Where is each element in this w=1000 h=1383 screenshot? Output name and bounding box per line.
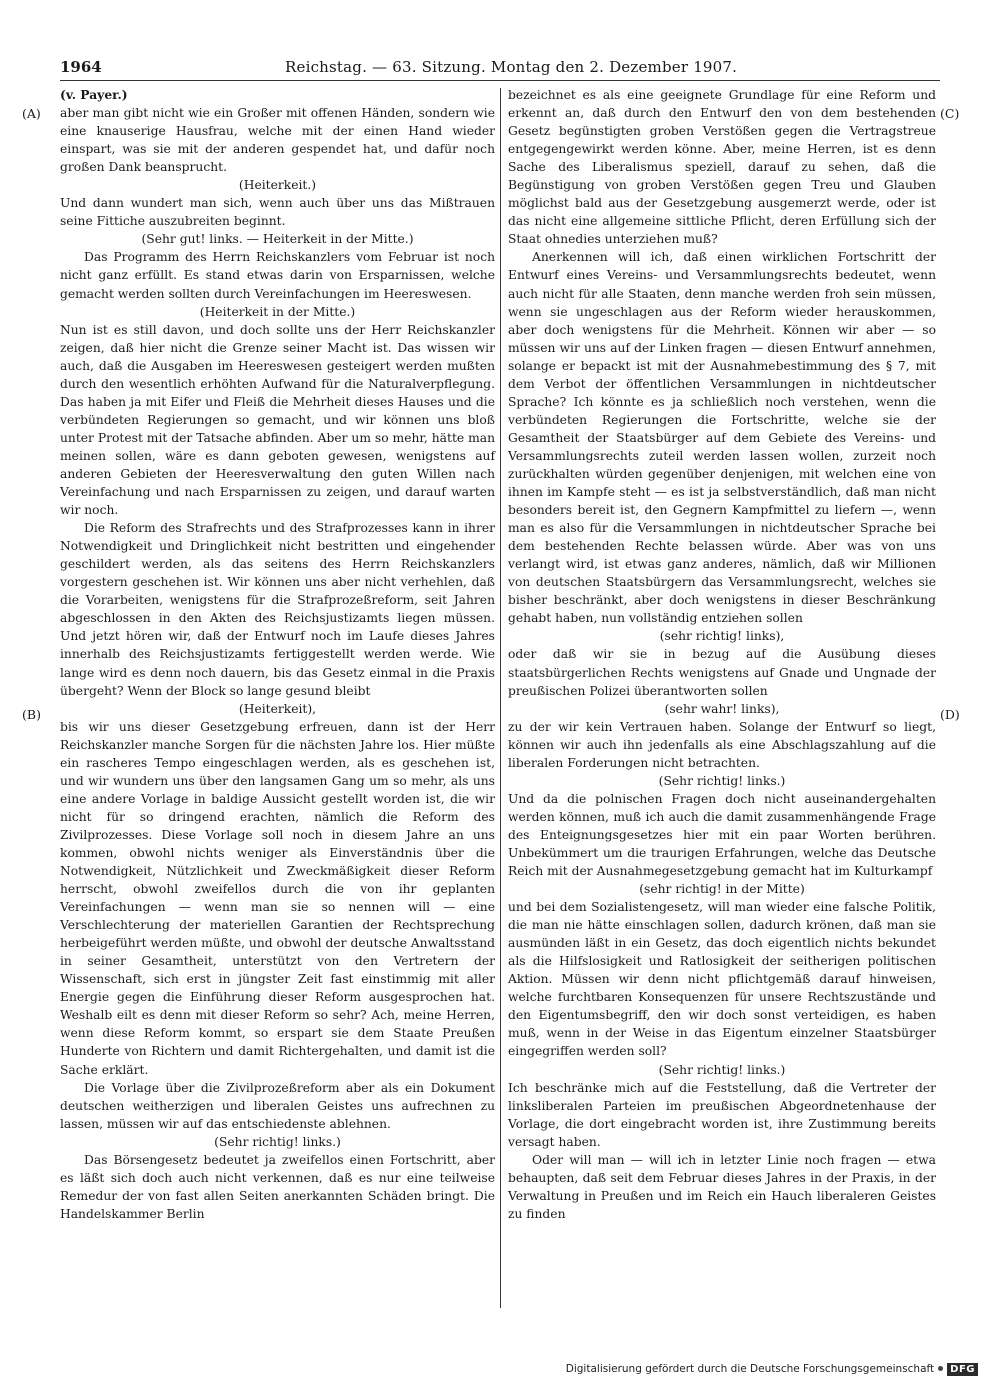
paragraph-continuation: oder daß wir sie in bezug auf die Ausübung dieses staatsbürgerlichen Rechts wenigstens auf Gnade und Ungnade der preußischen Polizei überantworten sollen	[508, 647, 936, 698]
interjection: (Heiterkeit.)	[238, 178, 317, 193]
dfg-logo: DFG	[947, 1363, 978, 1376]
interjection: (sehr richtig! in der Mitte)	[639, 882, 805, 897]
paragraph-continuation: bis wir uns dieser Gesetzgebung erfreuen, dann ist der Herr Reichskanzler manche Sorgen für die nächsten Jahre los. Hier müßte ein rascheres Tempo eingeschlagen werden, als es geschehen ist, und wir wundern uns über den langsamen Gang um so mehr, als uns eine andere Vorlage in baldige Aussicht gestellt worden ist, die wir nicht für so dringend erachten, nämlich die Reform des Zivilprozesses. Diese Vorlage soll noch in diesem Jahre an uns kommen, obwohl nichts weniger als Einverständnis über die Notwendigkeit, Nützlichkeit und Zweckmäßigkeit dieser Reform herrscht, obwohl zweifellos durch die von ihr geplanten Vereinfachungen — wenn man sie so nennen will — eine Verschlechterung der materiellen Garantien der Rechtsprechung herbeigeführt werden müßte, und obwohl der deutsche Anwaltsstand in seiner Gesamtheit, unterstützt von den Vertretern der Wissenschaft, sich erst in jüngster Zeit fast einstimmig mit aller Energie gegen die Einführung dieser Reform ausgesprochen hat. Weshalb eilt es denn mit dieser Reform so sehr? Ach, meine Herren, wenn diese Reform kommt, so erspart sie dem Staate Preußen Hunderte von Richtern und damit Richtergehalten, und damit ist die Sache erklärt.	[60, 719, 495, 1077]
margin-mark-a: (A)	[22, 106, 41, 121]
bullet-icon	[938, 1366, 943, 1371]
paragraph-continuation: Und dann wundert man sich, wenn auch über uns das Mißtrauen seine Fittiche auszubreiten beginnt.	[60, 196, 495, 229]
margin-mark-c: (C)	[940, 106, 960, 121]
paragraph: Das Börsengesetz bedeutet ja zweifellos einen Fortschritt, aber es läßt sich doch auch nicht verkennen, daß es nur eine teilweise Remedur der von fast allen Seiten anerkannten Schäden bringt. Die Handelskammer Berlin	[60, 1152, 495, 1221]
paragraph: Anerkennen will ich, daß einen wirklichen Fortschritt der Entwurf eines Vereins- und Versammlungsrechts bedeutet, wenn auch nicht für alle Staaten, denn manche werden froh sein müssen, wenn sie ungeschlagen aus der Reform wieder herauskommen, aber doch wenigstens für die Mehrheit. Können wir aber — so müssen wir uns auf der Linken fragen — diesen Entwurf annehmen, solange er bepackt ist mit der Ausnahmebestimmung des § 7, mit dem Verbot der öffentlichen Versammlungen in nichtdeutscher Sprache? Ich könnte es ja schließlich noch verstehen, wenn die verbündeten Regierungen die Fortschritte, welche sie der Gesamtheit der Staatsbürger auf dem Gebiete des Vereins- und Versammlungsrechts zuteil werden lassen wollen, zurzeit noch zurückhalten würden gegenüber denjenigen, mit welchen eine von ihnen im Kampfe steht — es ist ja selbstverständlich, daß man nicht besonders bereit ist, den Gegnern Kampfmittel zu liefern —, wenn man es also für die Versammlungen in nichtdeutscher Sprache bei dem bestehenden Rechte belassen würde. Aber was von uns verlangt wird, ist etwas ganz anderes, nämlich, daß wir Millionen von deutschen Staatsbürgern das Versammlungsrecht, welches sie bisher beschränkt, aber doch wenigstens in dieser Beschränkung gehabt haben, nun vollständig entziehen sollen	[508, 250, 936, 626]
paragraph-continuation: Nun ist es still davon, und doch sollte uns der Herr Reichskanzler zeigen, daß hier nicht die Grenze seiner Macht ist. Das wissen wir auch, daß die Ausgaben im Heereswesen gesteigert werden mußten durch den wesentlich erhöhten Aufwand für die Naturalverpflegung. Das haben ja mit Eifer und Fleiß die Mehrheit dieses Hauses und die verbündeten Regierungen so gemacht, und wir können uns bloß unter Protest mit der Tatsache abfinden. Aber um so mehr, hätte man meinen sollen, wäre es dann geboten gewesen, wenigstens auf anderen Gebieten der Heeresverwaltung den guten Willen nach Vereinfachung und nach Ersparnissen zu zeigen, und darauf warten wir noch.	[60, 322, 495, 518]
footer-text: Digitalisierung gefördert durch die Deutsche Forschungsgemeinschaft	[565, 1363, 935, 1375]
page-header	[60, 57, 940, 81]
speaker-label: (v. Payer.)	[60, 87, 128, 102]
paragraph: Die Reform des Strafrechts und des Strafprozesses kann in ihrer Notwendigkeit und Dringlichkeit nicht bestritten und eingehender geschildert werden, als das seitens des Herrn Reichskanzlers vorgestern geschehen ist. Wir können uns aber nicht verhehlen, daß die Vorarbeiten, wenigstens für die Strafprozeßreform, seit Jahren abgeschlossen in den Akten des Reichsjustizamts liegen müssen. Und jetzt hören wir, daß der Entwurf noch im Laufe dieses Jahres innerhalb des Reichsjustizamts fertiggestellt werden werde. Wie lange wird es denn noch dauern, bis das Gesetz einmal in die Praxis übergeht? Wenn der Block so lange gesund bleibt	[60, 521, 495, 698]
paragraph-continuation: aber man gibt nicht wie ein Großer mit offenen Händen, sondern wie eine knauserige Hausfrau, welche mit der einen Hand wieder einspart, was sie mit der anderen gespendet hat, und dafür noch großen Dank beansprucht.	[60, 106, 495, 175]
paragraph: Das Programm des Herrn Reichskanzlers vom Februar ist noch nicht ganz erfüllt. Es stand etwas darin von Ersparnissen, welche gemacht werden sollten durch Vereinfachungen im Heereswesen.	[60, 250, 495, 301]
right-column	[508, 86, 936, 1223]
paragraph-continuation: zu der wir kein Vertrauen haben. Solange der Entwurf so liegt, können wir auch ihn jedenfalls als eine Abschlagszahlung auf die liberalen Forderungen nicht betrachten.	[508, 719, 936, 770]
footer-credit	[566, 1362, 978, 1376]
interjection: (Sehr richtig! links.)	[214, 1134, 341, 1149]
interjection: (Heiterkeit in der Mitte.)	[199, 304, 356, 319]
interjection: (Sehr richtig! links.)	[658, 773, 786, 788]
paragraph-continuation: und bei dem Sozialistengesetz, will man wieder eine falsche Politik, die man nie hätte einschlagen sollen, dadurch krönen, daß man sie ausmünden läßt in ein Gesetz, das doch eigentlich nichts bekundet als die Hilfslosigkeit und Ratlosigkeit der seitherigen politischen Aktion. Müssen wir denn nicht pflichtgemäß darauf hinweisen, welche furchtbaren Konsequenzen für unsere Rechtszustände und den Eigentumsbegriff, den wir doch sonst verteidigen, es haben muß, wenn in der Weise in das Eigentum einzelner Staatsbürger eingegriffen werden soll?	[508, 900, 936, 1059]
interjection: (Sehr gut! links. — Heiterkeit in der Mitte.)	[141, 232, 414, 247]
interjection: (Heiterkeit),	[238, 701, 317, 716]
paragraph-continuation: bezeichnet es als eine geeignete Grundlage für eine Reform und erkennt an, daß durch den Entwurf den von dem bestehenden Gesetz begünstigten groben Verstößen gegen die Vertragstreue entgegengewirkt werden könne. Aber, meine Herren, ist es denn Sache des Liberalismus speziell, darauf zu sehen, daß die Begünstigung von groben Verstößen gegen Treu und Glauben möglichst bald aus der Gesetzgebung ausgemerzt werde, oder ist das nicht eine allgemeine sittliche Pflicht, deren Erfüllung sich der Staat ohnedies unterziehen muß?	[508, 88, 936, 247]
running-title: Reichstag. — 63. Sitzung. Montag den 2. Dezember 1907.	[285, 58, 738, 76]
interjection: (sehr wahr! links),	[664, 701, 780, 716]
interjection: (sehr richtig! links),	[659, 629, 785, 644]
margin-mark-b: (B)	[22, 707, 41, 722]
paragraph-continuation: Ich beschränke mich auf die Feststellung, daß die Vertreter der linksliberalen Parteien im preußischen Abgeordnetenhause der Vorlage, die dort eingebracht worden ist, ihre Zustimmung bereits versagt haben.	[508, 1080, 936, 1149]
margin-mark-d: (D)	[940, 707, 960, 722]
column-divider	[500, 88, 501, 1308]
page-number: 1964	[60, 58, 102, 76]
paragraph: Oder will man — will ich in letzter Linie noch fragen — etwa behaupten, daß seit dem Februar dieses Jahres in der Praxis, in der Verwaltung in Preußen und im Reich ein Hauch liberaleren Geistes zu finden	[508, 1152, 936, 1221]
interjection: (Sehr richtig! links.)	[658, 1062, 786, 1077]
paragraph: Die Vorlage über die Zivilprozeßreform aber als ein Dokument deutschen weitherzigen und liberalen Geistes uns aufrechnen zu lassen, müssen wir auf das entschiedenste ablehnen.	[60, 1080, 495, 1131]
header-rule	[60, 80, 940, 81]
paragraph-continuation: Und da die polnischen Fragen doch nicht auseinandergehalten werden können, muß ich auch die damit zusammenhängende Frage des Enteignungsgesetzes hier mit ein paar Worten berühren. Unbekümmert um die traurigen Erfahrungen, welche das Deutsche Reich mit der Ausnahmegesetzgebung gemacht hat im Kulturkampf	[508, 791, 936, 879]
left-column	[60, 86, 495, 1223]
